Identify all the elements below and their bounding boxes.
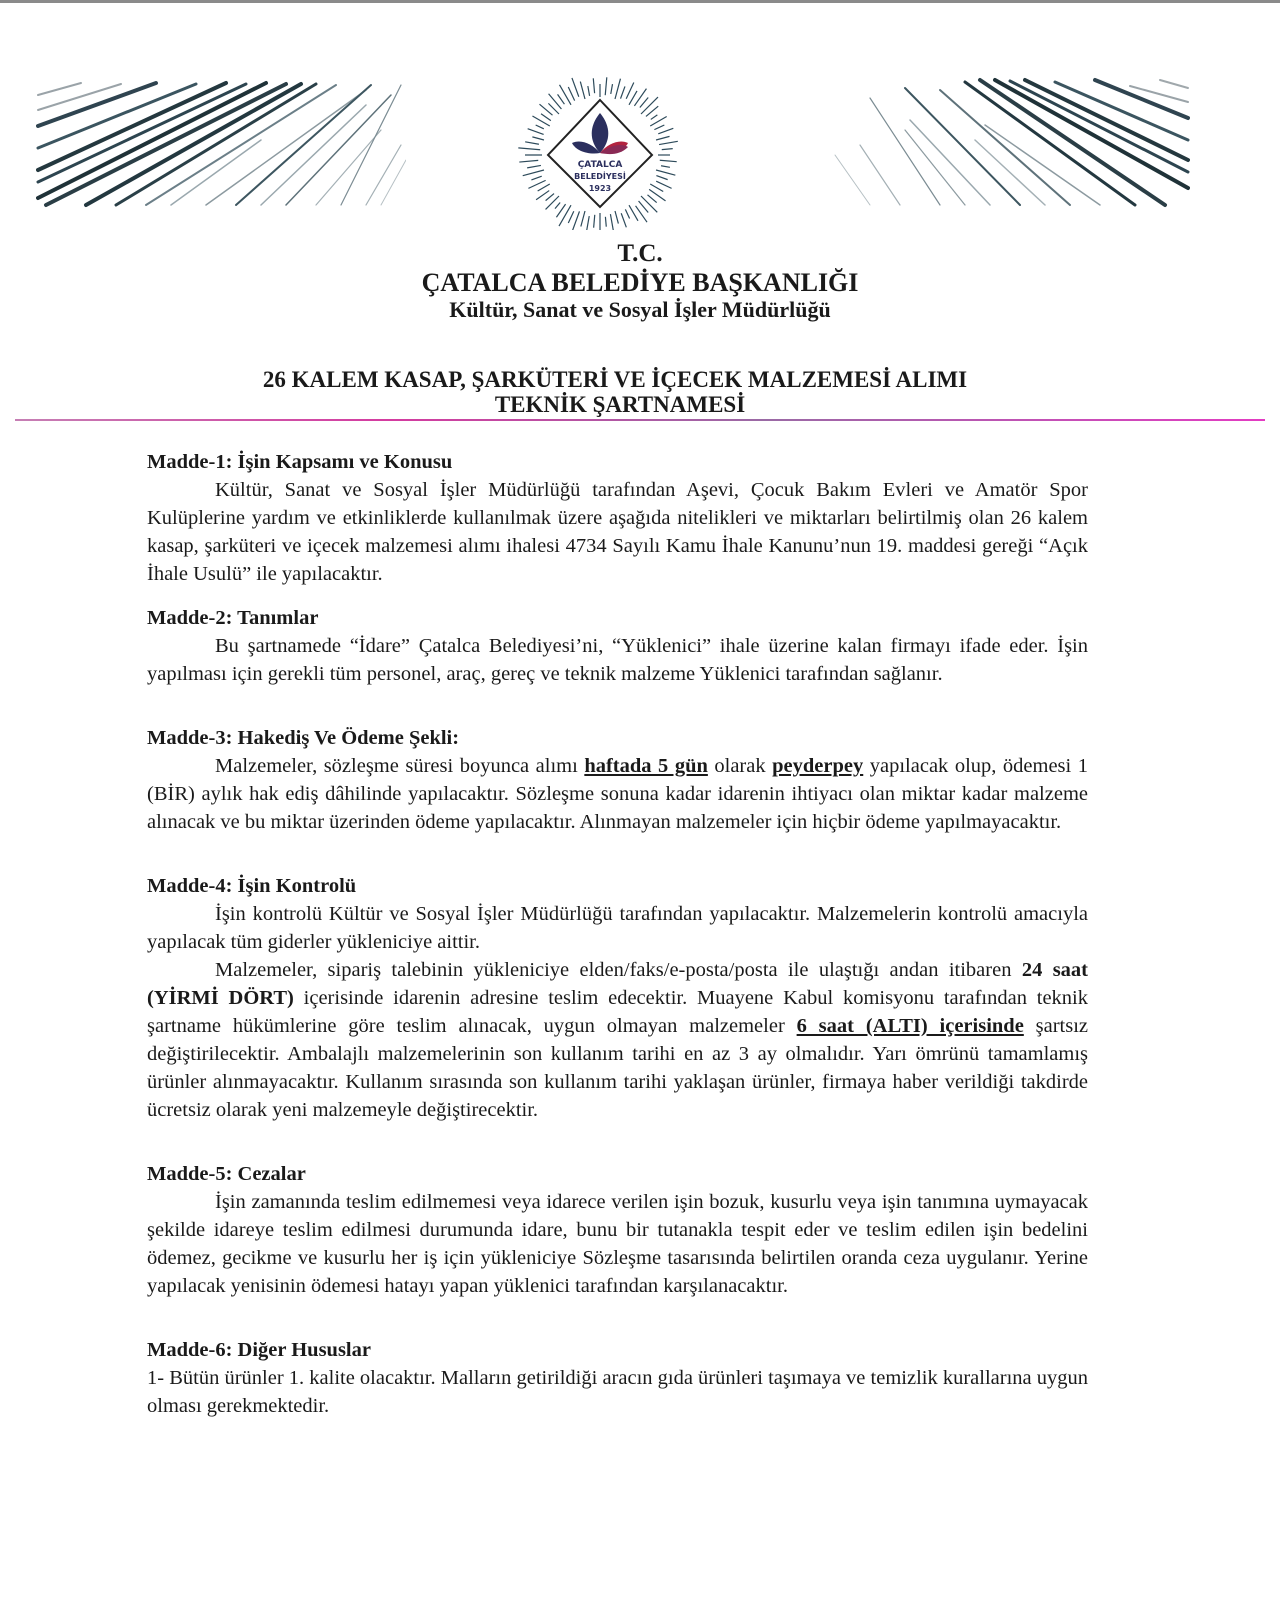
emphasis-peyderpey: peyderpey	[772, 755, 864, 777]
logo-ray	[536, 191, 549, 200]
logo-ray	[661, 166, 670, 168]
logo-ray	[621, 86, 625, 98]
logo-ray	[559, 205, 571, 226]
logo-ray	[639, 201, 649, 212]
logo-ray	[656, 136, 670, 140]
document-title-line1: 26 KALEM KASAP, ŞARKÜTERİ VE İÇECEK MALZEMESİ ALIMI	[262, 367, 968, 392]
logo-ray	[523, 170, 544, 176]
section-title: Madde-5: Cezalar	[147, 1163, 306, 1185]
text-run: Malzemeler, sipariş talebinin yükleniciye elden/faks/e-posta/posta ile ulaştığı andan itibaren	[215, 959, 1022, 981]
logo-ray	[588, 86, 590, 96]
logo-ray	[518, 148, 540, 150]
text-run: yapılacak olup, ödemesi 1 (BİR) aylık hak ediş dâhilinde yapılacaktır. Sözleşme sonuna kadar idarenin ihtiyacı olan miktar kadar malzeme alınacak ve bu miktar üzerinden ödeme yapılacaktır. Alınmayan malzemeler için hiçbir ödeme yapılmayacaktır.	[147, 755, 1088, 833]
logo-ray	[528, 180, 545, 188]
logo-ray	[656, 170, 675, 175]
logo-ray	[541, 114, 551, 121]
page-top-border	[0, 0, 1280, 3]
section-title: Madde-6: Diğer Hususlar	[147, 1339, 371, 1361]
section-madde-3	[147, 724, 1088, 836]
logo-ray	[621, 213, 626, 227]
logo-ray	[605, 77, 607, 95]
logo-ray	[532, 137, 544, 140]
section-madde-5	[147, 1160, 1088, 1300]
text-run: içerisinde idarenin adresine teslim edecektir. Muayene Kabul komisyonu tarafından teknik şartname hükümlerine göre teslim alınacak, uygun olmayan malzemeler	[147, 987, 1088, 1037]
logo-ray	[572, 211, 579, 230]
section-paragraph	[147, 752, 1088, 836]
section-madde-2	[147, 604, 1088, 688]
logo-ray	[610, 214, 613, 230]
emphasis-replacement-time: 6 saat (ALTI) içerisinde	[796, 1015, 1024, 1037]
logo-ray	[615, 79, 620, 99]
logo-ray	[626, 82, 634, 98]
emphasis-delivery-time: 24 saat (YİRMİ DÖRT)	[147, 959, 1088, 1009]
logo-ray	[555, 202, 560, 208]
logo-ray	[538, 184, 550, 191]
header-department: Kültür, Sanat ve Sosyal İşler Müdürlüğü	[449, 297, 831, 322]
logo-ray	[568, 87, 574, 101]
logo-ray	[525, 142, 539, 144]
logo-ray	[650, 184, 663, 192]
logo-ray	[531, 176, 541, 180]
section-paragraph	[147, 956, 1088, 1124]
logo-ray	[658, 128, 673, 133]
document-body	[147, 448, 1088, 1420]
logo-ray	[647, 195, 656, 203]
logo-ray	[629, 91, 637, 105]
logo-ray	[660, 160, 677, 161]
section-title: Madde-3: Hakediş Ve Ödeme Şekli:	[147, 727, 460, 749]
document-title-line2: TEKNİK ŞARTNAMESİ	[494, 392, 746, 417]
logo-ray	[528, 129, 544, 135]
section-paragraph: Kültür, Sanat ve Sosyal İşler Müdürlüğü tarafından Aşevi, Çocuk Bakım Evleri ve Amatör Spor Kulüplerine yardım ve etkinliklerde kullanılmak üzere aşağıda nitelikleri ve miktarları belirtilmiş olan 26 kalem kasap, şarküteri ve içecek malzemesi alımı ihalesi 4734 Sayılı Kamu İhale Kanunu’nun 19. maddesi gereği “Açık İhale Usulü” ile yapılacaktır.	[147, 479, 1088, 585]
logo-ray	[656, 181, 671, 188]
section-paragraph: İşin zamanında teslim edilmemesi veya idarece verilen işin bozuk, kusurlu veya işin tanımına uymayacak şekilde idareye teslim edilmesi durumunda idare, bunu bir tutanakla tespit eder ve teslim edilen işin bedelini ödemez, gecikme ve kusurlu her iş için yükleniciye Sözleşme tasarısında belirtilen oranda ceza uygulanır. Yerine yapılacak yenisinin ödemesi hatayı yapan yüklenici tarafından karşılanacaktır.	[147, 1191, 1088, 1297]
logo-ray	[586, 216, 589, 230]
logo-ray	[611, 84, 613, 94]
logo-ray	[549, 94, 562, 109]
logo-ray	[546, 194, 554, 201]
catalca-municipality-logo	[510, 55, 690, 230]
logo-ray	[625, 209, 629, 218]
logo-ray	[536, 125, 544, 129]
logo-ray	[605, 217, 606, 227]
logo-ray	[519, 160, 538, 162]
logo-ray	[654, 125, 664, 130]
logo-ray	[568, 211, 573, 223]
logo-ray	[572, 78, 579, 97]
text-run: olarak	[707, 755, 773, 777]
header-country: T.C.	[617, 240, 663, 267]
logo-ray	[662, 149, 673, 150]
logo-ray	[640, 98, 648, 108]
logo-text-line1: ÇATALCA	[577, 160, 623, 170]
section-paragraph: Bu şartnamede “İdare” Çatalca Belediyesi’ni, “Yüklenici” ihale üzerine kalan firmayı ifade eder. İşin yapılması için gerekli tüm personel, araç, gereç ve teknik malzeme Yüklenici tarafından sağlanır.	[147, 635, 1088, 685]
section-paragraph: İşin kontrolü Kültür ve Sosyal İşler Müdürlüğü tarafından yapılacaktır. Malzemelerin kontrolü amacıyla yapılacak tüm giderler yükleniciye aittir.	[147, 903, 1088, 953]
logo-ray	[593, 78, 594, 93]
decorative-rays-left	[36, 60, 406, 210]
logo-ray	[581, 211, 585, 226]
logo-ray	[641, 196, 657, 212]
logo-year: 1923	[588, 184, 612, 193]
logo-ray	[546, 196, 559, 209]
logo-ray	[580, 82, 585, 99]
logo-ray	[641, 97, 658, 114]
section-title: Madde-2: Tanımlar	[147, 607, 319, 629]
logo-ray	[615, 211, 618, 224]
logo-ray	[558, 94, 565, 104]
emphasis-weekly-frequency: haftada 5 gün	[584, 755, 708, 777]
section-title: Madde-1: İşin Kapsamı ve Konusu	[147, 451, 453, 473]
section-madde-6	[147, 1336, 1088, 1420]
logo-ray	[656, 176, 667, 180]
decorative-rays-right	[830, 60, 1190, 210]
text-run: şartsız değiştirilecektir. Ambalajlı malzemelerinin son kullanım tarihi en az 3 ay olmalıdır. Yarı ömrünü tamamlamış ürünler alınmayacaktır. Kullanım sırasında son kullanım tarihi yaklaşan ürünler, firmaya haber verildiği takdirde ücretsiz olarak yeni malzemeyle değiştirecektir.	[147, 1015, 1089, 1121]
header-organization: ÇATALCA BELEDİYE BAŞKANLIĞI	[421, 268, 859, 297]
title-divider	[15, 419, 1265, 421]
section-madde-4	[147, 872, 1088, 1124]
section-paragraph: 1- Bütün ürünler 1. kalite olacaktır. Malların getirildiği aracın gıda ürünleri taşımaya ve temizlik kurallarına uygun olması gerekmektedir.	[147, 1367, 1088, 1417]
section-title: Madde-4: İşin Kontrolü	[147, 875, 357, 897]
logo-ray	[527, 165, 541, 167]
logo-ray	[659, 141, 678, 144]
text-run: Malzemeler, sözleşme süresi boyunca alımı	[215, 755, 585, 777]
section-madde-1	[147, 448, 1088, 588]
logo-ray	[651, 115, 658, 120]
logo-ray	[594, 215, 595, 228]
logo-text-line2: BELEDİYESİ	[574, 172, 626, 181]
